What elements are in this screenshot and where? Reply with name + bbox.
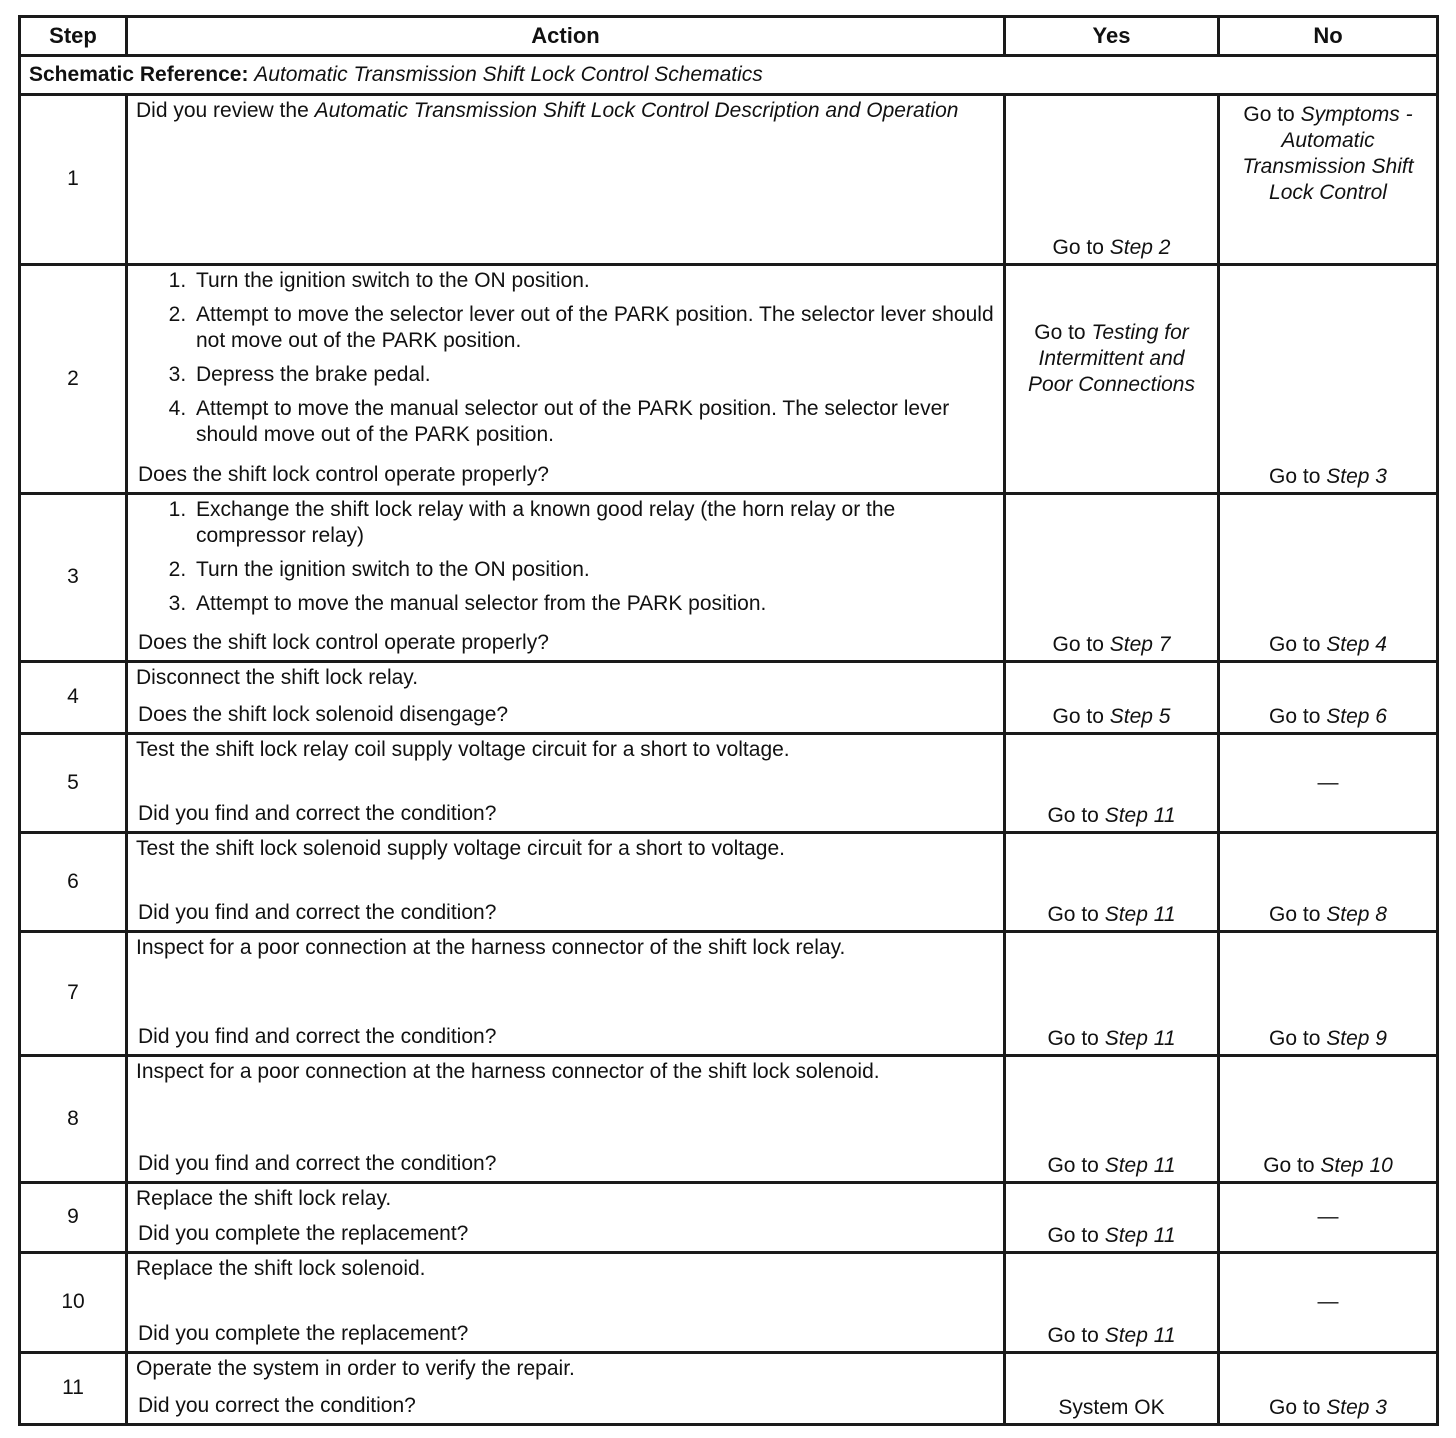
goto-label: Go to xyxy=(1052,632,1104,656)
goto-label: Go to xyxy=(1269,704,1321,728)
yes-link[interactable]: Step 11 xyxy=(1104,1323,1176,1347)
action-cell xyxy=(127,1253,1005,1353)
action-question: Did you complete the replacement? xyxy=(138,1221,469,1245)
action-steps-list xyxy=(136,497,995,617)
no-cell xyxy=(1219,265,1438,494)
action-cell xyxy=(127,95,1005,265)
table-row xyxy=(20,494,1438,662)
yes-value: System OK xyxy=(1058,1395,1165,1419)
action-question: Does the shift lock control operate properly? xyxy=(138,462,549,486)
step-number: 7 xyxy=(20,932,127,1056)
action-question: Does the shift lock solenoid disengage? xyxy=(138,702,509,726)
goto-label: Go to xyxy=(1047,803,1099,827)
step-number: 2 xyxy=(20,265,127,494)
list-item: 4. Attempt to move the manual selector out of the PARK position. The selector lever should move out of the PARK position. xyxy=(192,396,995,448)
no-value: — xyxy=(1317,1290,1339,1314)
yes-cell xyxy=(1005,734,1219,833)
no-cell xyxy=(1219,1183,1438,1253)
list-item: 2. Attempt to move the selector lever out of the PARK position. The selector lever should not move out of the PARK position. xyxy=(192,302,995,354)
action-question: Did you find and correct the condition? xyxy=(138,801,497,825)
goto-label: Go to xyxy=(1047,902,1099,926)
schematic-link[interactable]: Automatic Transmission Shift Lock Control Schematics xyxy=(254,62,763,86)
goto-label: Go to xyxy=(1052,704,1104,728)
goto-label: Go to xyxy=(1269,1026,1321,1050)
table-row xyxy=(20,1353,1438,1425)
step-number: 9 xyxy=(20,1183,127,1253)
no-cell xyxy=(1219,833,1438,932)
yes-cell xyxy=(1005,494,1219,662)
yes-cell xyxy=(1005,932,1219,1056)
header-action: Action xyxy=(127,17,1005,56)
step-number: 5 xyxy=(20,734,127,833)
action-question: Did you correct the condition? xyxy=(138,1393,416,1417)
yes-link[interactable]: Step 7 xyxy=(1109,632,1171,656)
step-number: 6 xyxy=(20,833,127,932)
action-reference-link[interactable]: Automatic Transmission Shift Lock Control Description and Operation xyxy=(314,99,959,122)
action-question: Did you find and correct the condition? xyxy=(138,900,497,924)
header-row xyxy=(20,17,1438,56)
goto-label: Go to xyxy=(1047,1026,1099,1050)
table-row xyxy=(20,95,1438,265)
action-text: Test the shift lock relay coil supply voltage circuit for a short to voltage. xyxy=(136,738,790,761)
action-cell xyxy=(127,833,1005,932)
step-number: 10 xyxy=(20,1253,127,1353)
goto-label: Go to xyxy=(1047,1323,1099,1347)
action-question: Did you find and correct the condition? xyxy=(138,1151,497,1175)
goto-label: Go to xyxy=(1269,1395,1321,1419)
yes-link[interactable]: Step 11 xyxy=(1104,803,1176,827)
action-cell xyxy=(127,662,1005,734)
goto-label: Go to xyxy=(1269,632,1321,656)
yes-cell xyxy=(1005,95,1219,265)
header-step: Step xyxy=(20,17,127,56)
yes-link[interactable]: Step 11 xyxy=(1104,902,1176,926)
goto-label: Go to xyxy=(1047,1153,1099,1177)
no-link[interactable]: Step 3 xyxy=(1326,464,1387,488)
action-question: Did you find and correct the condition? xyxy=(138,1024,497,1048)
action-cell xyxy=(127,494,1005,662)
action-cell xyxy=(127,1353,1005,1425)
table-row xyxy=(20,833,1438,932)
goto-label: Go to xyxy=(1034,320,1086,344)
goto-label: Go to xyxy=(1269,902,1321,926)
step-number: 4 xyxy=(20,662,127,734)
yes-link[interactable]: Step 5 xyxy=(1109,704,1171,728)
schematic-reference xyxy=(20,56,1438,95)
header-yes: Yes xyxy=(1005,17,1219,56)
no-cell xyxy=(1219,494,1438,662)
action-cell xyxy=(127,932,1005,1056)
step-number: 11 xyxy=(20,1353,127,1425)
goto-label: Go to xyxy=(1052,235,1104,259)
yes-cell xyxy=(1005,1056,1219,1183)
table-row xyxy=(20,1253,1438,1353)
no-cell xyxy=(1219,1056,1438,1183)
table-row xyxy=(20,1183,1438,1253)
yes-cell xyxy=(1005,1183,1219,1253)
no-link[interactable]: Step 6 xyxy=(1326,704,1387,728)
goto-label: Go to xyxy=(1047,1223,1099,1247)
action-text: Inspect for a poor connection at the harness connector of the shift lock solenoid. xyxy=(136,1060,880,1083)
no-value: — xyxy=(1317,1205,1339,1229)
table-row xyxy=(20,265,1438,494)
no-link[interactable]: Step 8 xyxy=(1326,902,1387,926)
action-cell xyxy=(127,734,1005,833)
yes-cell xyxy=(1005,662,1219,734)
goto-label: Go to xyxy=(1269,464,1321,488)
step-number: 8 xyxy=(20,1056,127,1183)
yes-cell xyxy=(1005,1353,1219,1425)
header-no: No xyxy=(1219,17,1438,56)
yes-cell xyxy=(1005,1253,1219,1353)
schematic-label: Schematic Reference: xyxy=(29,62,249,86)
step-number: 3 xyxy=(20,494,127,662)
yes-link[interactable]: Testing for Intermittent and Poor Connections xyxy=(1028,320,1195,397)
yes-cell xyxy=(1005,265,1219,494)
no-value: — xyxy=(1317,770,1339,794)
no-cell xyxy=(1219,734,1438,833)
table-row xyxy=(20,734,1438,833)
action-text: Disconnect the shift lock relay. xyxy=(136,666,419,689)
list-item: 1. Turn the ignition switch to the ON position. xyxy=(192,268,995,294)
goto-label: Go to xyxy=(1263,1153,1315,1177)
no-cell xyxy=(1219,1353,1438,1425)
list-item: 3. Attempt to move the manual selector from the PARK position. xyxy=(192,591,995,617)
step-number: 1 xyxy=(20,95,127,265)
no-link[interactable]: Step 9 xyxy=(1326,1026,1387,1050)
yes-link[interactable]: Step 2 xyxy=(1109,235,1171,259)
yes-link[interactable]: Step 11 xyxy=(1104,1153,1176,1177)
table-row xyxy=(20,662,1438,734)
no-cell xyxy=(1219,1253,1438,1353)
no-link[interactable]: Symptoms - Automatic Transmission Shift Lock Control xyxy=(1242,103,1414,205)
action-question: Did you complete the replacement? xyxy=(138,1321,469,1345)
action-cell xyxy=(127,1183,1005,1253)
yes-cell xyxy=(1005,833,1219,932)
yes-link[interactable]: Step 11 xyxy=(1104,1026,1176,1050)
table-row xyxy=(20,1056,1438,1183)
table-row xyxy=(20,932,1438,1056)
action-text: Test the shift lock solenoid supply voltage circuit for a short to voltage. xyxy=(136,837,786,860)
action-text: Operate the system in order to verify the repair. xyxy=(136,1357,575,1380)
action-cell xyxy=(127,1056,1005,1183)
list-item: 3. Depress the brake pedal. xyxy=(192,362,995,388)
action-text: Replace the shift lock relay. xyxy=(136,1187,392,1210)
list-item: 1. Exchange the shift lock relay with a known good relay (the horn relay or the compressor relay) xyxy=(192,497,995,549)
action-cell xyxy=(127,265,1005,494)
no-cell xyxy=(1219,932,1438,1056)
action-text: Inspect for a poor connection at the harness connector of the shift lock relay. xyxy=(136,936,846,959)
action-steps-list xyxy=(136,268,995,448)
action-question: Does the shift lock control operate properly? xyxy=(138,630,549,654)
yes-link[interactable]: Step 11 xyxy=(1104,1223,1176,1247)
no-link[interactable]: Step 3 xyxy=(1326,1395,1387,1419)
list-item: 2. Turn the ignition switch to the ON position. xyxy=(192,557,995,583)
no-link[interactable]: Step 10 xyxy=(1320,1153,1393,1177)
no-cell xyxy=(1219,95,1438,265)
diagnostic-table xyxy=(18,15,1439,1426)
no-cell xyxy=(1219,662,1438,734)
goto-label: Go to xyxy=(1243,103,1295,126)
action-text: Replace the shift lock solenoid. xyxy=(136,1257,426,1280)
schematic-row xyxy=(20,56,1438,95)
action-text: Did you review the xyxy=(136,99,315,122)
no-link[interactable]: Step 4 xyxy=(1326,632,1387,656)
